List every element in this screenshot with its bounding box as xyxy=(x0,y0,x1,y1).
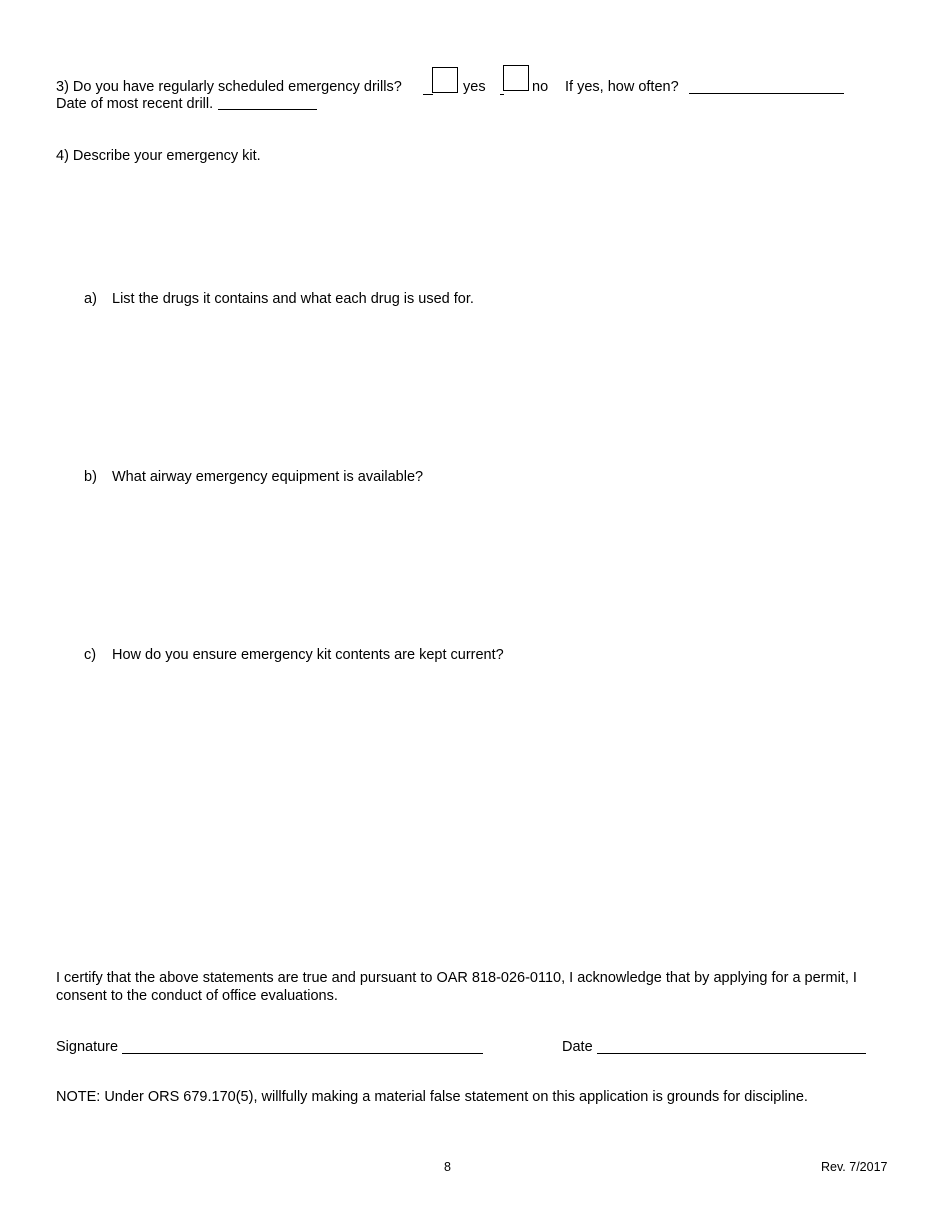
q3-recent-drill-field[interactable] xyxy=(218,109,317,110)
q3-recent-drill-label: Date of most recent drill. xyxy=(56,96,214,112)
date-field[interactable] xyxy=(597,1053,866,1054)
q3-yes-underline xyxy=(423,94,433,95)
revision-label: Rev. 7/2017 xyxy=(821,1160,888,1174)
q4-c-marker: c) xyxy=(84,647,97,663)
q4-b-marker: b) xyxy=(84,469,97,485)
q3-how-often-label: If yes, how often? xyxy=(565,79,679,95)
q3-yes-checkbox[interactable] xyxy=(432,67,458,93)
q3-no-checkbox[interactable] xyxy=(503,65,529,91)
q4-b-text: What airway emergency equipment is available? xyxy=(112,469,424,485)
certification-line-1: I certify that the above statements are true and pursuant to OAR 818-026-0110, I acknowledge that by applying for a permit, I xyxy=(56,970,857,986)
q4-question: 4) Describe your emergency kit. xyxy=(56,148,261,164)
legal-note: NOTE: Under ORS 679.170(5), willfully making a material false statement on this application is grounds for discipline. xyxy=(56,1089,808,1105)
q3-yes-label: yes xyxy=(463,79,486,95)
q4-c-text: How do you ensure emergency kit contents are kept current? xyxy=(112,647,504,663)
q3-how-often-field[interactable] xyxy=(689,93,844,94)
q3-no-label: no xyxy=(532,79,549,95)
q4-a-marker: a) xyxy=(84,291,97,307)
q3-no-underline xyxy=(500,94,504,95)
page-number: 8 xyxy=(444,1160,451,1174)
signature-label: Signature xyxy=(56,1039,119,1055)
signature-field[interactable] xyxy=(122,1053,483,1054)
certification-line-2: consent to the conduct of office evaluations. xyxy=(56,988,338,1004)
date-label: Date xyxy=(562,1039,593,1055)
q3-question: 3) Do you have regularly scheduled emergency drills? xyxy=(56,79,402,95)
q4-a-text: List the drugs it contains and what each drug is used for. xyxy=(112,291,474,307)
